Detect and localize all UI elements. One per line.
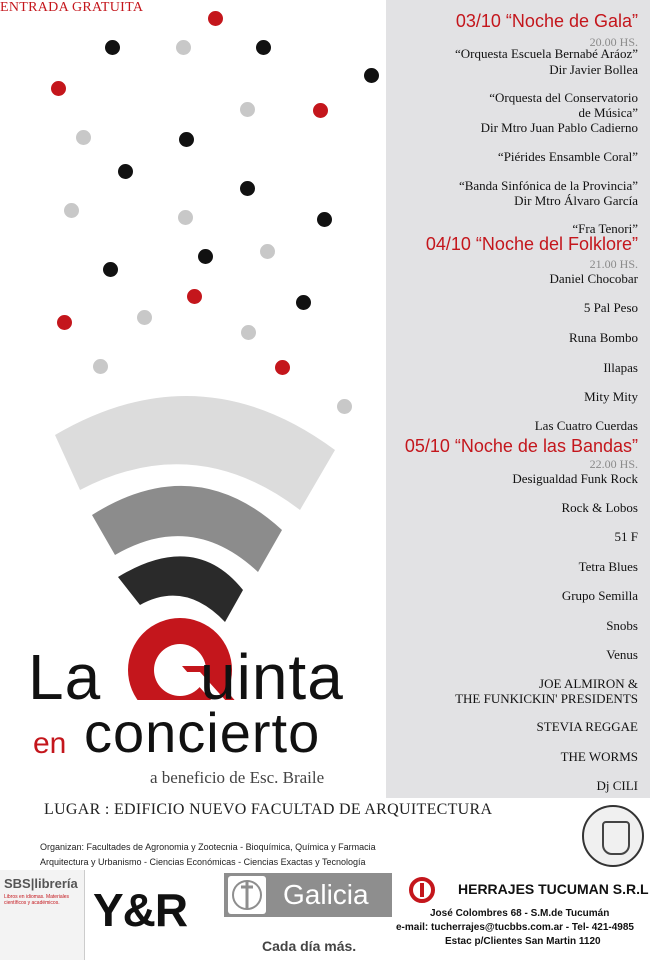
dot <box>317 212 332 227</box>
act-name: “Banda Sinfónica de la Provincia” <box>458 178 638 193</box>
act-name: “Piérides Ensamble Coral” <box>497 149 638 164</box>
dot <box>260 244 275 259</box>
dot <box>240 102 255 117</box>
dot <box>178 210 193 225</box>
act-name: THE WORMS <box>560 749 638 764</box>
herrajes-address: José Colombres 68 - S.M.de Tucumán <box>430 908 610 919</box>
dot <box>296 295 311 310</box>
act-director: Dir Javier Bollea <box>549 62 638 77</box>
act-name: Desigualdad Funk Rock <box>512 471 638 486</box>
title-la: La <box>28 641 102 713</box>
dot <box>241 325 256 340</box>
dot <box>256 40 271 55</box>
sbs-title: SBS|librería <box>4 876 78 891</box>
night-time: 20.00 HS. <box>589 35 638 49</box>
act-director: Dir Mtro Álvaro García <box>514 193 638 208</box>
shield-icon <box>602 821 630 855</box>
herrajes-name: HERRAJES TUCUMAN S.R.L <box>458 881 649 897</box>
dot <box>240 181 255 196</box>
venue-text: LUGAR : EDIFICIO NUEVO FACULTAD DE ARQUITECTURA <box>44 801 493 818</box>
dot <box>208 11 223 26</box>
night-time: 22.00 HS. <box>589 457 638 471</box>
act-name: “Orquesta Escuela Bernabé Aráoz” <box>455 46 638 61</box>
act-name: STEVIA REGGAE <box>536 719 638 734</box>
night-title: 04/10 “Noche del Folklore” <box>425 234 638 254</box>
dot <box>198 249 213 264</box>
act-name: Grupo Semilla <box>561 588 638 603</box>
free-entry-label: ENTRADA GRATUITA <box>0 0 144 15</box>
dot <box>176 40 191 55</box>
galicia-emblem-icon <box>228 876 266 914</box>
university-seal-icon <box>582 805 644 867</box>
organizers-line: Organizan: Facultades de Agronomia y Zootecnia - Bioquímica, Química y Farmacia <box>40 842 376 852</box>
night-title: 03/10 “Noche de Gala” <box>455 11 638 31</box>
act-name: Venus <box>606 647 638 662</box>
act-name: Rock & Lobos <box>561 500 638 515</box>
act-name: Daniel Chocobar <box>549 271 638 286</box>
dot <box>137 310 152 325</box>
act-name: 5 Pal Peso <box>583 300 638 315</box>
herrajes-parking: Estac p/Clientes San Martin 1120 <box>445 936 601 947</box>
dot <box>93 359 108 374</box>
act-name: Tetra Blues <box>578 559 638 574</box>
dot <box>364 68 379 83</box>
herrajes-contact: e-mail: tucherrajes@tucbbs.com.ar - Tel- 421-4985 <box>396 922 634 933</box>
dot <box>51 81 66 96</box>
dot <box>179 132 194 147</box>
dot <box>275 360 290 375</box>
herrajes-logo-bar <box>420 883 424 897</box>
dot <box>105 40 120 55</box>
act-name: de Música” <box>578 105 638 120</box>
act-name: Las Cuatro Cuerdas <box>534 418 638 433</box>
dot <box>64 203 79 218</box>
sbs-subtitle: Libros en idiomas. Materiales científicos y académicos. <box>4 894 70 906</box>
dot <box>76 130 91 145</box>
act-name: Mity Mity <box>584 389 638 404</box>
dot <box>57 315 72 330</box>
night-title: 05/10 “Noche de las Bandas” <box>404 436 638 456</box>
act-name: Snobs <box>606 618 638 633</box>
act-name: Illapas <box>603 360 638 375</box>
title-concierto: concierto <box>84 701 321 764</box>
dot <box>118 164 133 179</box>
dot <box>187 289 202 304</box>
title-en: en <box>33 727 67 760</box>
act-name: Runa Bombo <box>569 330 638 345</box>
beneficio-text: a beneficio de Esc. Braile <box>150 768 325 787</box>
organizers-line: Arquitectura y Urbanismo - Ciencias Económicas - Ciencias Exactas y Tecnología <box>40 857 366 867</box>
act-name: JOE ALMIRON & <box>539 676 638 691</box>
act-name: 51 F <box>614 529 638 544</box>
galicia-tagline: Cada día más. <box>262 938 357 954</box>
act-name: THE FUNKICKIN' PRESIDENTS <box>455 691 638 706</box>
act-name: Dj CILI <box>596 778 638 793</box>
program-panel <box>386 0 650 798</box>
act-director: Dir Mtro Juan Pablo Cadierno <box>480 120 638 135</box>
act-name: “Orquesta del Conservatorio <box>489 90 638 105</box>
dot <box>313 103 328 118</box>
act-name: “Fra Tenori” <box>572 221 638 236</box>
yr-sponsor-logo: Y&R <box>93 884 188 936</box>
dot <box>103 262 118 277</box>
night-time: 21.00 HS. <box>589 257 638 271</box>
galicia-name: Galicia <box>283 879 369 910</box>
sbs-sponsor-logo <box>0 870 85 960</box>
arc-dark <box>118 556 243 622</box>
title-uinta: uinta <box>200 641 344 713</box>
